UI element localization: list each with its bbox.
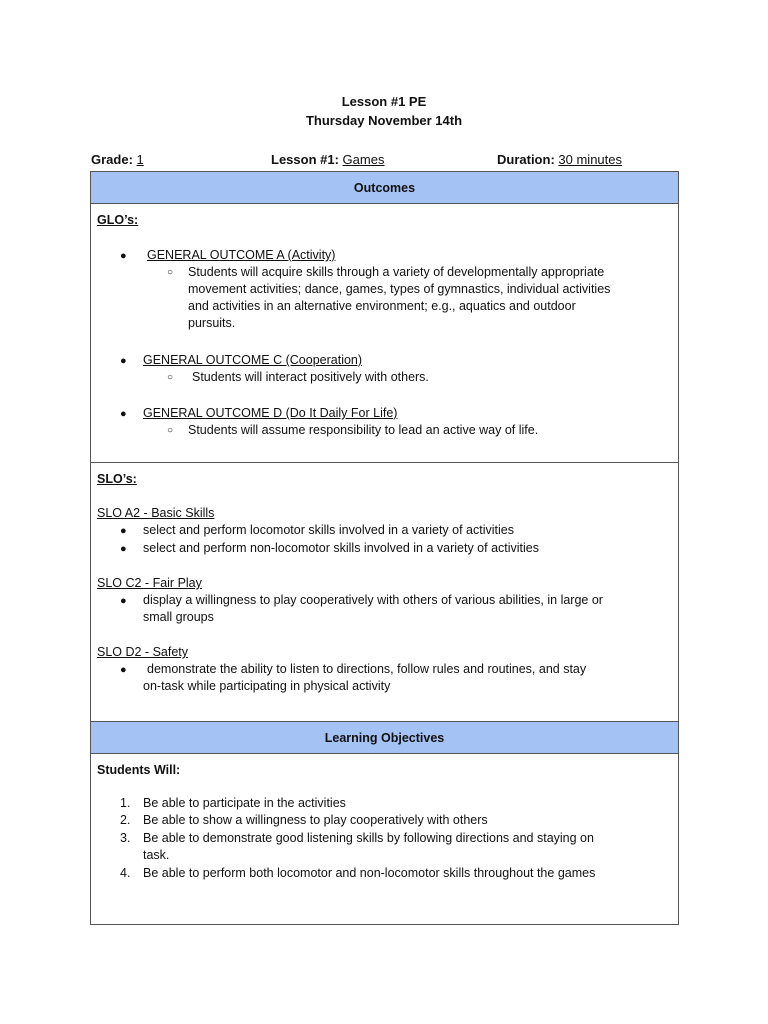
- lesson-title: Lesson #1 PE: [341, 94, 427, 109]
- objective-item: Be able to demonstrate good listening skills by following directions and staying on: [143, 831, 594, 845]
- glo-a-line: Students will acquire skills through a variety of developmentally appropriate: [188, 265, 605, 279]
- glo-a-line: movement activities; dance, games, types of gymnastics, individual activities: [188, 282, 611, 296]
- lesson-date: Thursday November 14th: [305, 113, 463, 128]
- slo-d2-title: SLO D2 - Safety: [97, 645, 189, 659]
- lesson-label: Lesson #1:: [271, 152, 339, 167]
- objective-number: 3.: [120, 831, 131, 845]
- duration-value: 30 minutes: [558, 152, 622, 167]
- slo-cell: [91, 463, 679, 722]
- lesson-value: Games: [342, 152, 385, 167]
- lesson-table: [90, 171, 679, 925]
- glo-c-title: GENERAL OUTCOME C (Cooperation): [143, 353, 363, 367]
- slo-a2-item: select and perform non-locomotor skills involved in a variety of activities: [143, 541, 540, 555]
- objective-item: task.: [143, 848, 170, 862]
- objective-item: Be able to participate in the activities: [143, 796, 346, 810]
- slo-label: SLO’s:: [97, 472, 137, 486]
- students-will-label: Students Will:: [97, 763, 181, 777]
- circle-bullet-icon: ○: [167, 372, 174, 383]
- bullet-icon: ●: [120, 543, 127, 555]
- objective-number: 4.: [120, 866, 131, 880]
- bullet-icon: ●: [120, 408, 127, 420]
- circle-bullet-icon: ○: [167, 425, 174, 436]
- glo-c-line: Students will interact positively with others.: [192, 370, 429, 384]
- glo-a-line: pursuits.: [188, 316, 236, 330]
- circle-bullet-icon: ○: [167, 267, 174, 278]
- duration-field: [497, 152, 622, 167]
- glo-label: GLO’s:: [97, 213, 139, 227]
- glo-d-line: Students will assume responsibility to lead an active way of life.: [188, 423, 539, 437]
- learning-objectives-header: Learning Objectives: [91, 722, 679, 754]
- slo-c2-item: small groups: [143, 610, 214, 624]
- slo-a2-title: SLO A2 - Basic Skills: [97, 506, 215, 520]
- duration-label: Duration:: [497, 152, 555, 167]
- objective-number: 2.: [120, 813, 131, 827]
- bullet-icon: ●: [120, 250, 127, 262]
- bullet-icon: ●: [120, 355, 127, 367]
- grade-label: Grade:: [91, 152, 133, 167]
- slo-d2-item: demonstrate the ability to listen to directions, follow rules and routines, and stay: [147, 662, 587, 676]
- bullet-icon: ●: [120, 664, 127, 676]
- objective-number: 1.: [120, 796, 131, 810]
- objective-item: Be able to perform both locomotor and non-locomotor skills throughout the games: [143, 866, 596, 880]
- glo-a-line: and activities in an alternative environment; e.g., aquatics and outdoor: [188, 299, 576, 313]
- objective-item: Be able to show a willingness to play cooperatively with others: [143, 813, 488, 827]
- slo-c2-item: display a willingness to play cooperatively with others of various abilities, in large or: [143, 593, 603, 607]
- slo-d2-item: on-task while participating in physical activity: [143, 679, 391, 693]
- glo-d-title: GENERAL OUTCOME D (Do It Daily For Life): [143, 406, 398, 420]
- grade-value: 1: [136, 152, 144, 167]
- slo-a2-item: select and perform locomotor skills involved in a variety of activities: [143, 523, 514, 537]
- lesson-field: [271, 152, 384, 167]
- grade-field: [91, 152, 144, 167]
- glo-cell: [91, 204, 679, 463]
- slo-c2-title: SLO C2 - Fair Play: [97, 576, 202, 590]
- outcomes-header: Outcomes: [91, 172, 679, 204]
- bullet-icon: ●: [120, 525, 127, 537]
- objectives-cell: [91, 754, 679, 925]
- bullet-icon: ●: [120, 595, 127, 607]
- glo-a-title: GENERAL OUTCOME A (Activity): [147, 248, 336, 262]
